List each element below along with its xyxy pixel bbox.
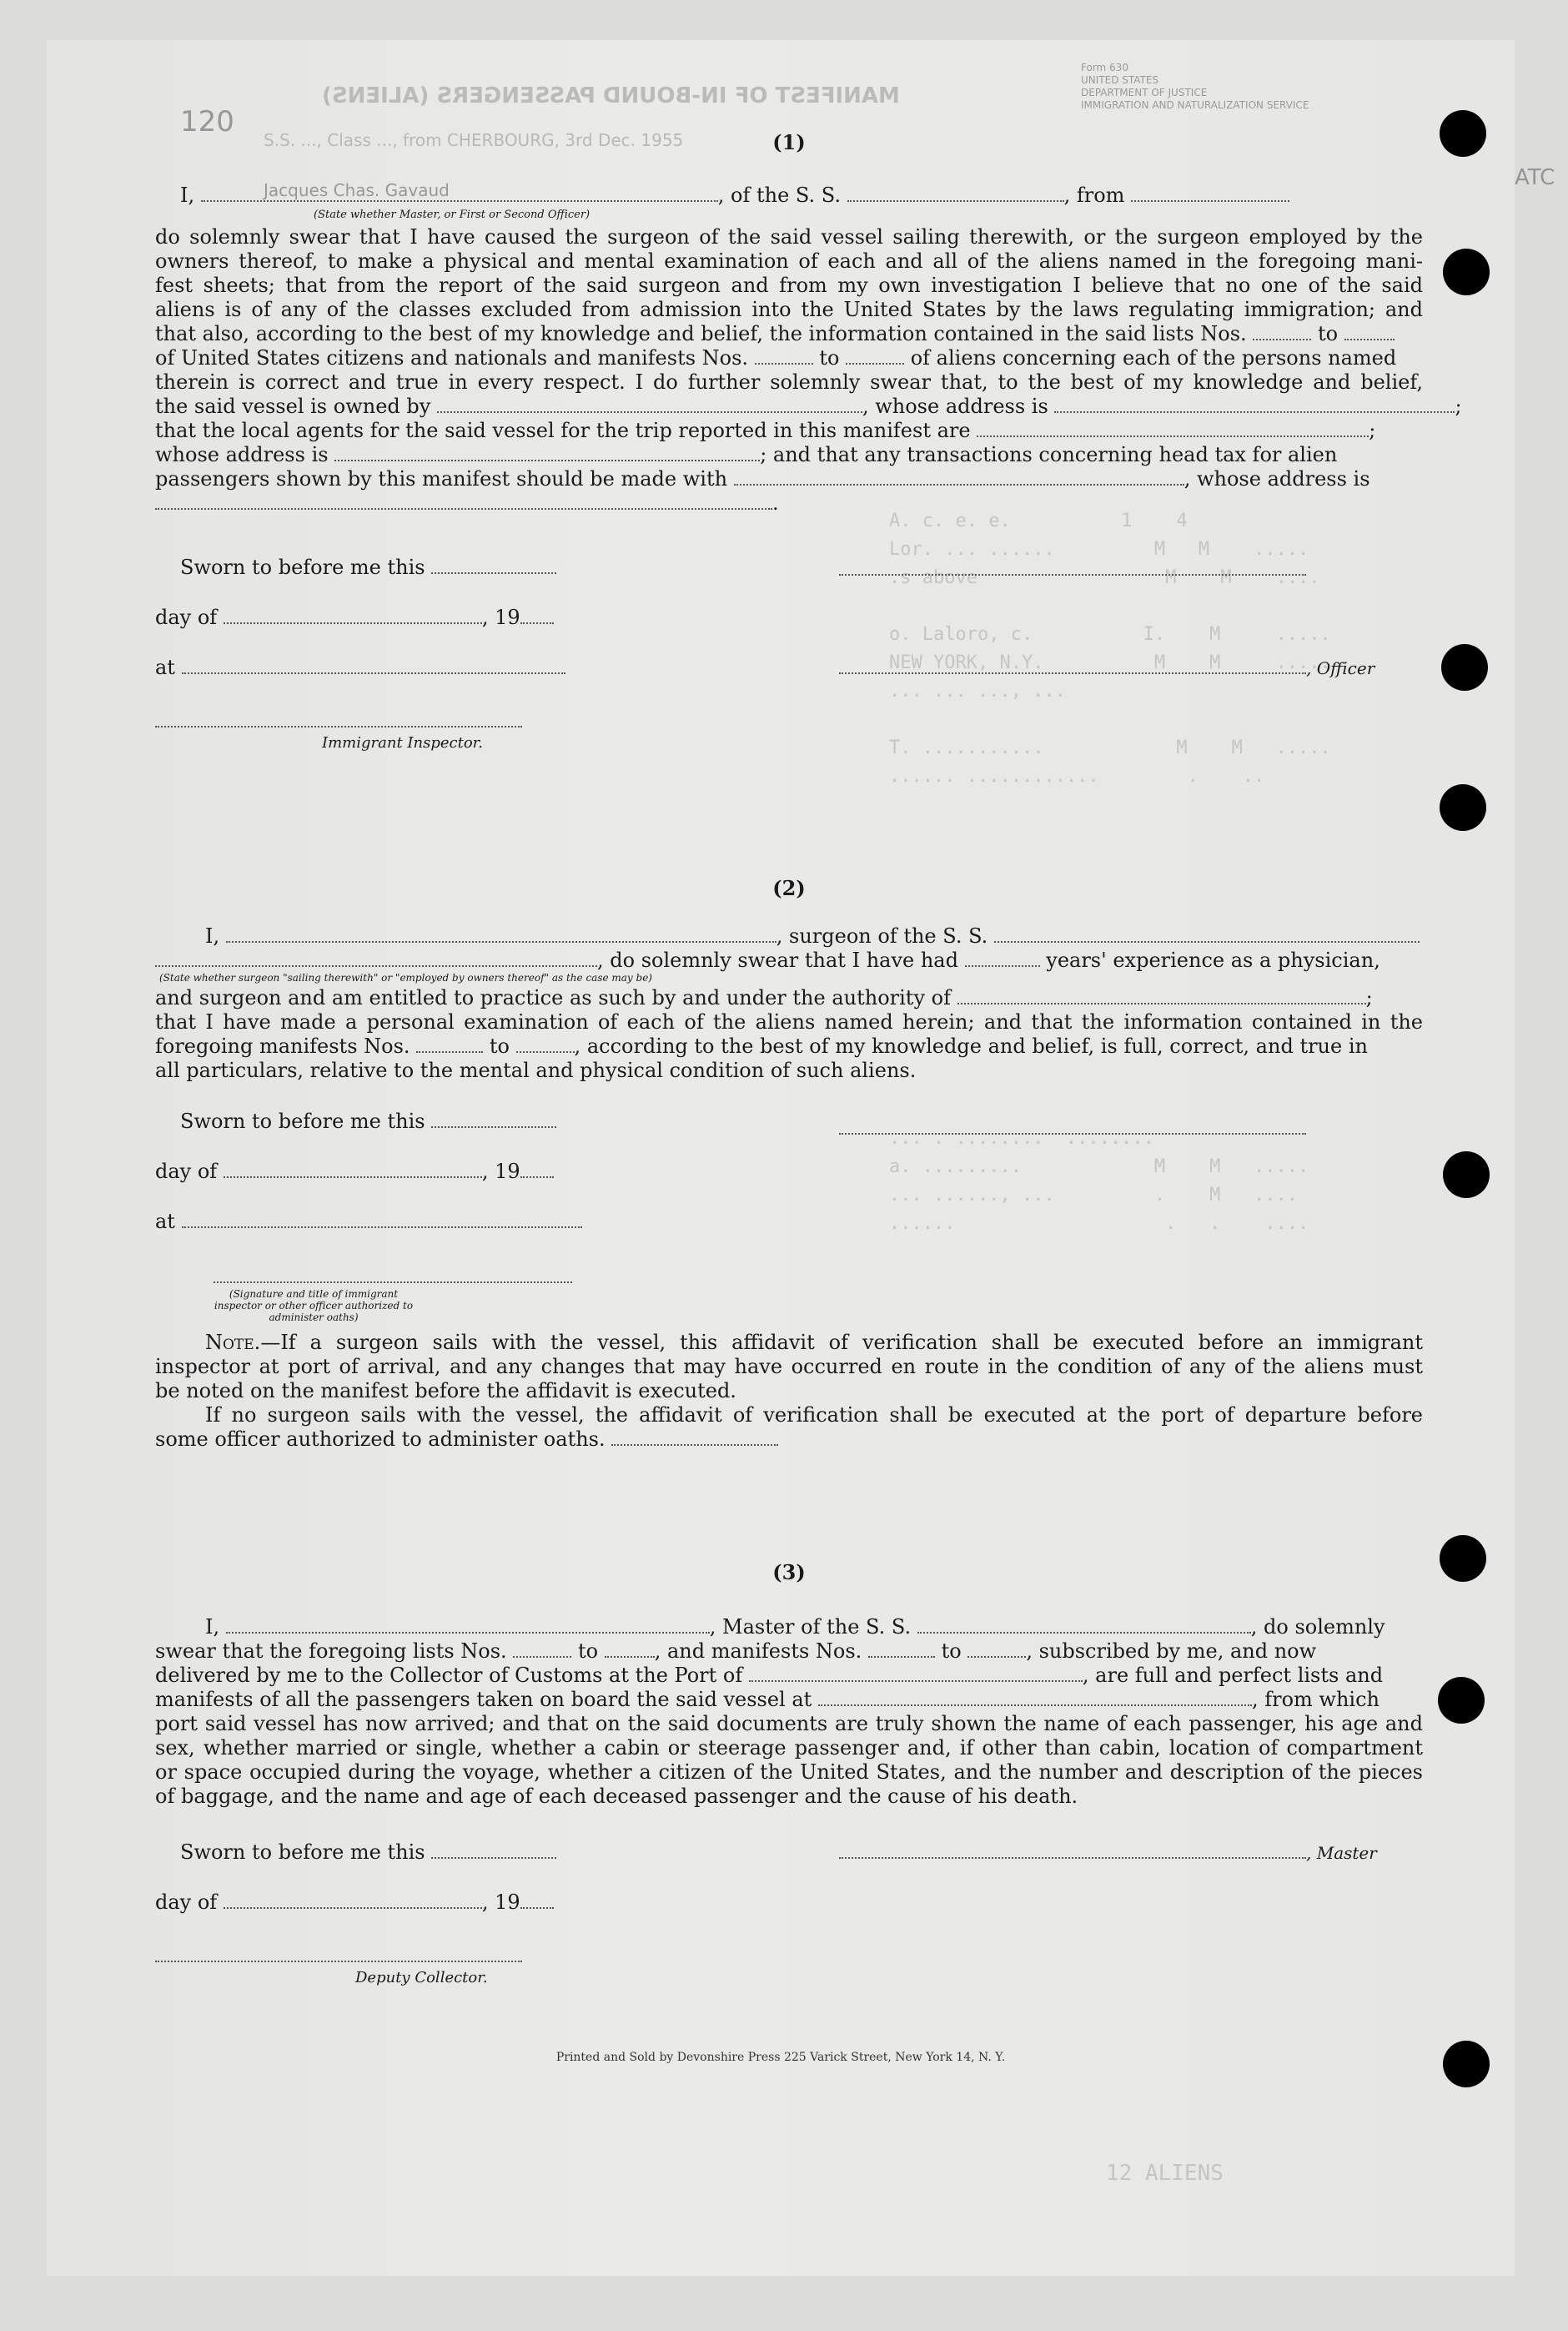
year-prefix-2: , 19 xyxy=(481,1160,520,1183)
section-1-sworn-line xyxy=(180,556,1448,580)
surgeon-authority-text: and surgeon and am entitled to practice as such by and under the authority of xyxy=(155,986,951,1009)
passengers-text: passengers shown by this manifest should be made with xyxy=(155,467,728,491)
section-2-day-line xyxy=(155,1160,1423,1184)
s3-manifests-to-blank xyxy=(967,1641,1026,1658)
swear-lists-text: swear that the foregoing lists Nos. xyxy=(155,1639,507,1663)
oath-officer-note: (Signature and title of immigrant inspector or other officer authorized to administer oaths) xyxy=(214,1288,414,1323)
of-aliens-text: of aliens concerning each of the persons named xyxy=(910,346,1397,370)
faint-vessel-line: S.S. ..., Class ..., from CHERBOURG, 3rd Dec. 1955 xyxy=(264,130,684,150)
master-signature-line xyxy=(839,1840,1423,1865)
year-blank-3 xyxy=(520,1892,554,1909)
section-1-line-2: owners thereof, to make a physical and mental examination of each and all of the aliens named in the foregoing mani- xyxy=(155,249,1423,273)
master-signature-blank xyxy=(839,1842,1306,1859)
section-3-swear-line xyxy=(155,1639,1423,1664)
to-label-1: to xyxy=(1317,322,1339,345)
to-label-2: to xyxy=(819,346,840,370)
punch-hole xyxy=(1443,249,1490,295)
section-2-sworn-line xyxy=(180,1110,1448,1134)
vessel-name-blank xyxy=(847,185,1064,202)
whose-address-label-3: , whose address is xyxy=(1184,467,1370,491)
section-2-foregoing-line: foregoing manifests Nos. to , according to the best of my knowledge and belief, is full, correct, and true in xyxy=(155,1035,1368,1058)
surgeon-signature-line xyxy=(839,1133,1306,1135)
port-blank xyxy=(1131,185,1289,202)
years-blank xyxy=(965,950,1040,967)
officer-blank xyxy=(839,657,1306,674)
section-1-line-3: fest sheets; that from the report of the said surgeon and from my own investigation I believe that no one of the said xyxy=(155,274,1423,297)
handwritten-number: 120 xyxy=(180,105,234,138)
swear-manifests-text: , and manifests Nos. xyxy=(654,1639,862,1663)
section-3-line-4: of baggage, and the name and age of each deceased passenger and the cause of his death. xyxy=(155,1785,1078,1808)
punch-hole xyxy=(1441,644,1488,691)
section-2-solemnly-line: , do solemnly swear that I have had years' experience as a physician, xyxy=(155,949,1423,973)
handwritten-master-name: Jacques Chas. Gavaud xyxy=(264,180,450,200)
day-of-label-1: day of xyxy=(155,606,218,629)
section-3-i-label: I, xyxy=(205,1615,220,1639)
top-right-heading xyxy=(1081,62,1415,112)
head-tax-agent-blank xyxy=(734,469,1184,486)
sworn-day-blank-1 xyxy=(431,557,556,574)
section-2-number: (2) xyxy=(772,876,806,900)
are-full-text: , are full and perfect lists and xyxy=(1082,1664,1384,1687)
day-of-blank-2 xyxy=(224,1161,482,1178)
to-label-3: to xyxy=(489,1035,510,1058)
lists-to-blank xyxy=(1344,324,1395,340)
officer-line xyxy=(839,656,1423,681)
day-of-label-3: day of xyxy=(155,1890,218,1914)
of-ss-label: , of the S. S. xyxy=(717,184,841,207)
officer-signature-line xyxy=(839,574,1306,576)
subscribed-text: , subscribed by me, and now xyxy=(1026,1639,1317,1663)
section-3-master-blank xyxy=(226,1617,710,1634)
manifests-nos-text: of United States citizens and nationals and manifests Nos. xyxy=(155,346,749,370)
surgeon-manifest-from-blank xyxy=(416,1036,483,1053)
section-1-agents-line: that the local agents for the said vessel for the trip reported in this manifest are ; xyxy=(155,419,1376,442)
year-blank-1 xyxy=(520,607,554,624)
section-2-authority-line: and surgeon and am entitled to practice as such by and under the authority of ; xyxy=(155,986,1373,1009)
note-label: Note. xyxy=(205,1331,261,1354)
section-3-line-2: sex, whether married or single, whether a cabin or steerage passenger and, if other than cabin, location of compartment xyxy=(155,1736,1423,1760)
authority-blank xyxy=(957,988,1366,1004)
heading-line-3: DEPARTMENT OF JUSTICE xyxy=(1081,87,1208,98)
s3-manifests-from-blank xyxy=(868,1641,935,1658)
manifest-sheet xyxy=(47,40,1555,2276)
oath-officer-signature-line xyxy=(214,1281,572,1283)
day-of-label-2: day of xyxy=(155,1160,218,1183)
master-state-note: (State whether Master, or First or Second Officer) xyxy=(314,209,591,221)
section-1-number: (1) xyxy=(772,130,806,154)
section-3-line-1: port said vessel has now arrived; and that on the said documents are truly shown the name of each passenger, his age and xyxy=(155,1712,1423,1735)
owned-by-label: the said vessel is owned by xyxy=(155,395,431,418)
sworn-label-2: Sworn to before me this xyxy=(180,1110,425,1133)
note-text-5: some officer authorized to administer oaths. xyxy=(155,1427,606,1451)
head-tax-text: ; and that any transactions concerning head tax for alien xyxy=(760,443,1338,466)
surgeon-name-blank xyxy=(226,926,776,943)
surgeon-status-blank xyxy=(155,950,597,967)
punch-hole xyxy=(1443,1151,1490,1198)
sworn-day-blank-2 xyxy=(431,1111,556,1128)
heading-line-4: IMMIGRATION AND NATURALIZATION SERVICE xyxy=(1081,99,1309,111)
from-label: , from xyxy=(1063,184,1125,207)
section-1-line-7: therein is correct and true in every respect. I do further solemnly swear that, to the best of my knowledge and belief, xyxy=(155,370,1423,394)
note-line-1 xyxy=(155,1331,1423,1355)
section-3-number: (3) xyxy=(772,1560,806,1584)
surgeon-manifest-to-blank xyxy=(516,1036,575,1053)
manifests-on-board-text: manifests of all the passengers taken on board the said vessel at xyxy=(155,1688,812,1711)
to-label-4: to xyxy=(577,1639,599,1663)
from-which-text: , from which xyxy=(1251,1688,1380,1711)
punch-hole xyxy=(1440,784,1486,831)
section-3-vessel-blank xyxy=(917,1617,1251,1634)
lists-nos-text: that also, according to the best of my knowledge and belief, the information contained in the said lists Nos. xyxy=(155,322,1247,345)
day-of-blank-3 xyxy=(224,1892,482,1909)
punch-hole xyxy=(1440,110,1486,157)
section-3-day-line xyxy=(155,1890,1423,1915)
boarding-port-blank xyxy=(818,1689,1252,1706)
note-line-4 xyxy=(155,1403,1423,1427)
note-text-1: —If a surgeon sails with the vessel, this affidavit of verification shall be executed before an immigrant xyxy=(260,1331,1423,1354)
section-1-address-continuation: . xyxy=(155,491,1423,516)
punch-hole xyxy=(1440,1535,1486,1582)
surgeon-vessel-blank xyxy=(994,926,1420,943)
s3-lists-from-blank xyxy=(513,1641,571,1658)
heading-line-1: Form 630 xyxy=(1081,62,1128,73)
manifests-from-blank xyxy=(755,348,813,365)
delivered-text: delivered by me to the Collector of Customs at the Port of xyxy=(155,1664,743,1687)
bleed-through-text-2: ... . ........ ........ a. ......... M M ..... ... ......, ... . M .... ...... . . .... xyxy=(889,1128,1309,1234)
port-of-blank xyxy=(749,1665,1083,1682)
at-blank-2 xyxy=(182,1211,582,1228)
at-label-2: at xyxy=(155,1210,175,1233)
section-3-line-3: or space occupied during the voyage, whether a citizen of the United States, and the number and description of the pieces xyxy=(155,1760,1423,1784)
whose-address-label-2: whose address is xyxy=(155,443,329,466)
do-solemnly-label: , do solemnly xyxy=(1250,1615,1385,1639)
inspector-signature-line xyxy=(155,726,522,727)
handwritten-code: ATC xyxy=(1515,165,1555,190)
punch-hole xyxy=(1443,2041,1490,2087)
sworn-day-blank-3 xyxy=(431,1842,556,1859)
agents-address-blank xyxy=(334,445,760,461)
day-of-blank-1 xyxy=(224,607,482,624)
local-agents-label: that the local agents for the said vessel for the trip reported in this manifest are xyxy=(155,419,971,442)
section-1-line-6 xyxy=(155,346,1423,370)
year-prefix-1: , 19 xyxy=(481,606,520,629)
officer-label: , Officer xyxy=(1306,658,1375,678)
note-line-5 xyxy=(155,1427,1423,1452)
s3-lists-to-blank xyxy=(605,1641,655,1658)
year-blank-2 xyxy=(520,1161,554,1178)
whose-address-label-1: , whose address is xyxy=(862,395,1048,418)
to-label-5: to xyxy=(941,1639,962,1663)
solemnly-text: , do solemnly swear that I have had xyxy=(597,949,958,972)
section-1-passengers-line xyxy=(155,467,1423,491)
master-of-ss-label: , Master of the S. S. xyxy=(709,1615,912,1639)
section-1-owned-line: the said vessel is owned by , whose address is ; xyxy=(155,395,1462,418)
section-1-agents-address-line xyxy=(155,443,1423,467)
years-exp-text: years' experience as a physician xyxy=(1046,949,1375,972)
section-1-line-1: do solemnly swear that I have caused the surgeon of the said vessel sailing therewith, or the surgeon employed by the xyxy=(155,225,1423,249)
section-3-i-line xyxy=(155,1615,1423,1639)
note-line-3: be noted on the manifest before the affidavit is executed. xyxy=(155,1379,736,1402)
at-blank-1 xyxy=(182,657,565,674)
section-1-line-5 xyxy=(155,322,1423,346)
note-line-2: inspector at port of arrival, and any changes that may have occurred en route in the condition of any of the aliens must xyxy=(155,1355,1423,1378)
surgeon-of-ss-label: , surgeon of the S. S. xyxy=(776,924,988,948)
foregoing-manifests-text: foregoing manifests Nos. xyxy=(155,1035,410,1058)
sworn-label-3: Sworn to before me this xyxy=(180,1840,425,1864)
owner-blank xyxy=(437,396,862,413)
year-prefix-3: , 19 xyxy=(481,1890,520,1914)
bleed-through-bottom: 12 ALIENS xyxy=(1106,2161,1224,2186)
collector-label: Deputy Collector. xyxy=(355,1969,488,1986)
printer-imprint: Printed and Sold by Devonshire Press 225 Varick Street, New York 14, N. Y. xyxy=(555,2051,1006,2064)
head-tax-address-blank xyxy=(155,493,772,510)
section-2-i-label: I, xyxy=(205,924,220,948)
section-3-manifests-line xyxy=(155,1688,1423,1712)
owner-address-blank xyxy=(1054,396,1455,413)
manifests-to-blank xyxy=(846,348,904,365)
section-2-at-line xyxy=(155,1210,1423,1234)
note-trailing-dots xyxy=(611,1429,778,1446)
bleed-through-text: A. c. e. e. 1 4 Lor. ... ...... M M ..... .s above M M .... o. Laloro, c. I. M ..... NEW YORK, N.Y. M M ..... ... ... ..., ... T. ........... M M ..... ...... ............ . .. xyxy=(889,511,1331,787)
punch-hole xyxy=(1438,1677,1485,1724)
belief-text: according to the best of my knowledge and belief, is full, correct, and true in xyxy=(586,1035,1368,1058)
faint-manifest-title: MANIFEST OF IN-BOUND PASSENGERS (ALIENS) xyxy=(322,83,900,108)
inspector-label: Immigrant Inspector. xyxy=(322,734,484,752)
section-2-particulars-line: all particulars, relative to the mental and physical condition of such aliens. xyxy=(155,1059,917,1082)
master-label: , Master xyxy=(1306,1843,1377,1863)
section-1-day-line xyxy=(155,606,1423,630)
section-1-line-4: aliens is of any of the classes excluded from admission into the United States by the laws regulating immigration; and xyxy=(155,298,1423,321)
section-2-i-line xyxy=(155,924,1423,949)
agents-blank xyxy=(977,420,1369,437)
heading-line-2: UNITED STATES xyxy=(1081,74,1159,86)
section-3-delivered-line xyxy=(155,1664,1423,1688)
surgeon-state-note: (State whether surgeon "sailing therewith" or "employed by owners thereof" as the case may be) xyxy=(159,972,652,984)
sworn-label-1: Sworn to before me this xyxy=(180,556,425,579)
section-1-i-label: I, xyxy=(180,184,195,207)
note-text-4: If no surgeon sails with the vessel, the affidavit of verification shall be executed at the port of departure before xyxy=(205,1403,1423,1427)
at-label-1: at xyxy=(155,656,175,679)
collector-signature-line xyxy=(155,1961,522,1962)
section-2-exam-line: that I have made a personal examination of each of the aliens named herein; and that the information contained in the xyxy=(155,1010,1423,1034)
lists-from-blank xyxy=(1253,324,1311,340)
